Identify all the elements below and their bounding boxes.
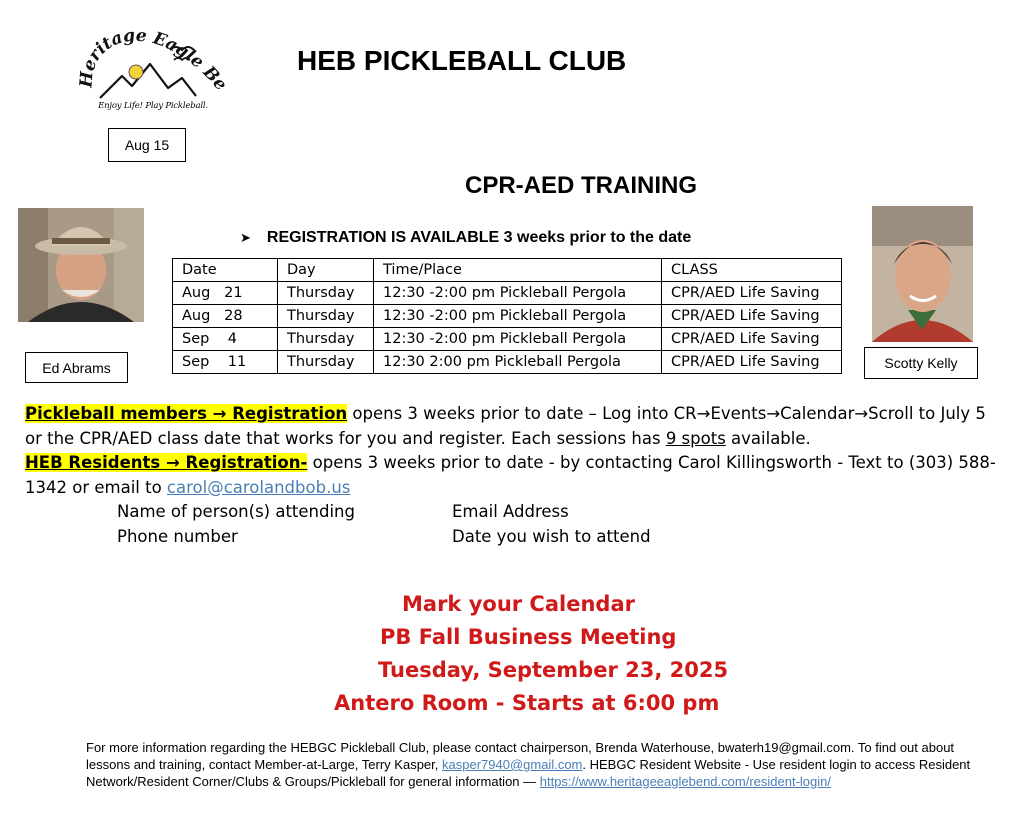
svg-text:Heritage Eagle Bend — [78, 14, 228, 95]
scotty-kelly-name: Scotty Kelly — [864, 347, 978, 379]
residents-highlight: HEB Residents → Registration- — [25, 453, 308, 472]
logo-tagline: Enjoy Life! Play Pickleball. — [98, 101, 208, 111]
resident-login-link[interactable]: https://www.heritageeaglebend.com/resident-login/ — [539, 774, 831, 789]
field-email: Email Address — [452, 502, 569, 521]
footer-info — [86, 739, 996, 790]
cell-date: Sep 4 — [173, 328, 278, 351]
meeting-line-1: Mark your Calendar — [402, 592, 635, 616]
date-box: Aug 15 — [108, 128, 186, 162]
cell-class: CPR/AED Life Saving — [662, 328, 842, 351]
field-phone: Phone number — [117, 527, 238, 546]
training-title: CPR-AED TRAINING — [465, 172, 697, 199]
members-text-1: opens 3 weeks prior to date – Log into CR→Events→Calendar→Scroll to July 5 or the CPR/AED class date that works for you and register. Each sessions has — [25, 404, 986, 448]
cell-time-place: 12:30 -2:00 pm Pickleball Pergola — [374, 282, 662, 305]
table-header-row — [173, 259, 842, 282]
cell-time-place: 12:30 -2:00 pm Pickleball Pergola — [374, 328, 662, 351]
registration-note — [240, 229, 691, 247]
ed-abrams-photo — [18, 208, 144, 322]
header-time-place: Time/Place — [374, 259, 662, 282]
residents-text-1: opens 3 weeks prior to date - by contacting Carol Killingsworth - Text to (303) 588-1342 or email to — [25, 453, 996, 497]
table-row — [173, 282, 842, 305]
members-paragraph — [25, 402, 1005, 451]
meeting-line-3: Tuesday, September 23, 2025 — [378, 658, 729, 682]
cell-day: Thursday — [278, 328, 374, 351]
cell-day: Thursday — [278, 305, 374, 328]
cell-date: Aug 28 — [173, 305, 278, 328]
members-text-2: available. — [725, 428, 811, 448]
field-date: Date you wish to attend — [452, 527, 651, 546]
field-name: Name of person(s) attending — [117, 502, 355, 521]
spots-count: 9 spots — [665, 428, 726, 448]
cell-time-place: 12:30 2:00 pm Pickleball Pergola — [374, 351, 662, 374]
cell-class: CPR/AED Life Saving — [662, 305, 842, 328]
kasper-email-link[interactable]: kasper7940@gmail.com — [442, 757, 583, 772]
table-row — [173, 305, 842, 328]
residents-paragraph — [25, 451, 1005, 500]
registration-instructions — [25, 402, 1005, 500]
carol-email-link[interactable]: carol@carolandbob.us — [166, 477, 351, 497]
cell-day: Thursday — [278, 351, 374, 374]
registration-note-text: REGISTRATION IS AVAILABLE 3 weeks prior to the date — [266, 229, 692, 246]
header-day: Day — [278, 259, 374, 282]
scotty-kelly-photo — [872, 206, 973, 342]
meeting-line-2: PB Fall Business Meeting — [380, 625, 677, 649]
cell-day: Thursday — [278, 282, 374, 305]
members-highlight: Pickleball members → Registration — [25, 404, 348, 423]
ed-abrams-name: Ed Abrams — [25, 352, 128, 383]
cell-class: CPR/AED Life Saving — [662, 282, 842, 305]
meeting-line-4: Antero Room - Starts at 6:00 pm — [334, 691, 720, 715]
schedule-table — [172, 258, 842, 374]
header-class: CLASS — [662, 259, 842, 282]
cell-class: CPR/AED Life Saving — [662, 351, 842, 374]
footer-text-2: . HEBGC Resident Website - Use resident login to access Resident Network/Resident Corner/Clubs & Groups/Pickleball for general information — — [86, 757, 971, 789]
header-date: Date — [173, 259, 278, 282]
cell-time-place: 12:30 -2:00 pm Pickleball Pergola — [374, 305, 662, 328]
cell-date: Sep 11 — [173, 351, 278, 374]
arrow-bullet-icon: ➤ — [240, 230, 251, 245]
club-title: HEB PICKLEBALL CLUB — [297, 45, 627, 76]
footer-text-1: For more information regarding the HEBGC Pickleball Club, please contact chairperson, Brenda Waterhouse, bwaterh19@gmail.com. To find out about lessons and training, contact Member-at-Large, Terry Kasper, — [86, 740, 955, 772]
logo-arc-text: Heritage Eagle B — [78, 25, 224, 89]
table-row — [173, 351, 842, 374]
cell-date: Aug 21 — [173, 282, 278, 305]
table-row — [173, 328, 842, 351]
